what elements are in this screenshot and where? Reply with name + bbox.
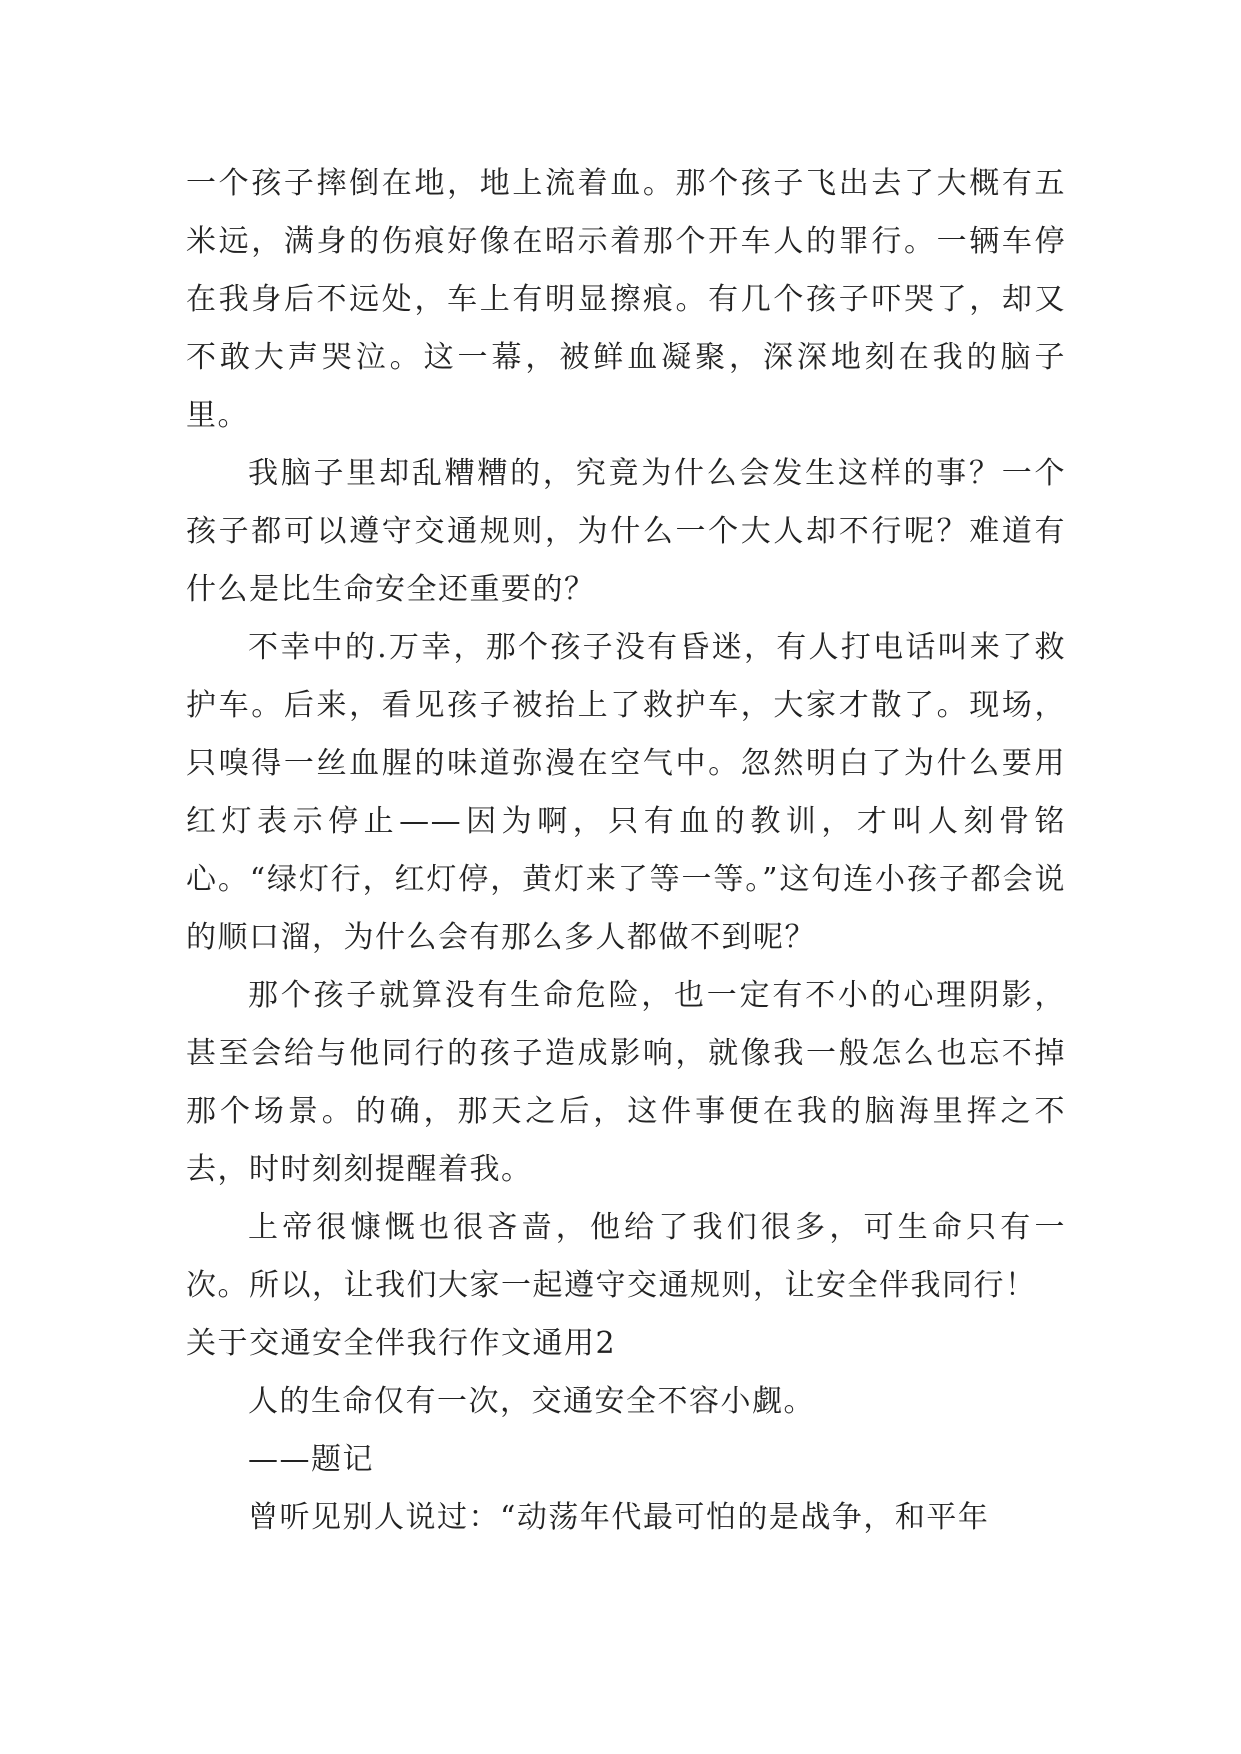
paragraph-epigraph-attribution: ——题记 xyxy=(248,1442,374,1477)
paragraph-questioning: 我脑子里却乱糟糟的，究竟为什么会发生这样的事？一个孩子都可以遵守交通规则，为什么一个大人却不行呢？难道有什么是比生命安全还重要的？ xyxy=(186,456,1066,607)
section-heading: 关于交通安全伴我行作文通用2 xyxy=(186,1326,617,1361)
paragraph-shadow: 那个孩子就算没有生命危险，也一定有不小的心理阴影，甚至会给与他同行的孩子造成影响，就像我一般怎么也忘不掉那个场景。的确，那天之后，这件事便在我的脑海里挥之不去，时时刻刻提醒着我。 xyxy=(186,978,1066,1187)
paragraph-epigraph: 人的生命仅有一次，交通安全不容小觑。 xyxy=(248,1384,815,1419)
paragraph-conclusion: 上帝很慷慨也很吝啬，他给了我们很多，可生命只有一次。所以，让我们大家一起遵守交通规则，让安全伴我同行！ xyxy=(186,1210,1066,1303)
paragraph-ambulance: 不幸中的.万幸，那个孩子没有昏迷，有人打电话叫来了救护车。后来，看见孩子被抬上了救护车，大家才散了。现场，只嗅得一丝血腥的味道弥漫在空气中。忽然明白了为什么要用红灯表示停止——因为啊，只有血的教训，才叫人刻骨铭心。“绿灯行，红灯停，黄灯来了等一等。”这句连小孩子都会说的顺口溜，为什么会有那么多人都做不到呢？ xyxy=(186,630,1066,955)
paragraph-opening-quote: 曾听见别人说过：“动荡年代最可怕的是战争，和平年 xyxy=(248,1500,990,1535)
paragraph-accident-scene: 一个孩子摔倒在地，地上流着血。那个孩子飞出去了大概有五米远，满身的伤痕好像在昭示着那个开车人的罪行。一辆车停在我身后不远处，车上有明显擦痕。有几个孩子吓哭了，却又不敢大声哭泣。这一幕，被鲜血凝聚，深深地刻在我的脑子里。 xyxy=(186,166,1066,433)
article-body xyxy=(186,155,1066,1547)
